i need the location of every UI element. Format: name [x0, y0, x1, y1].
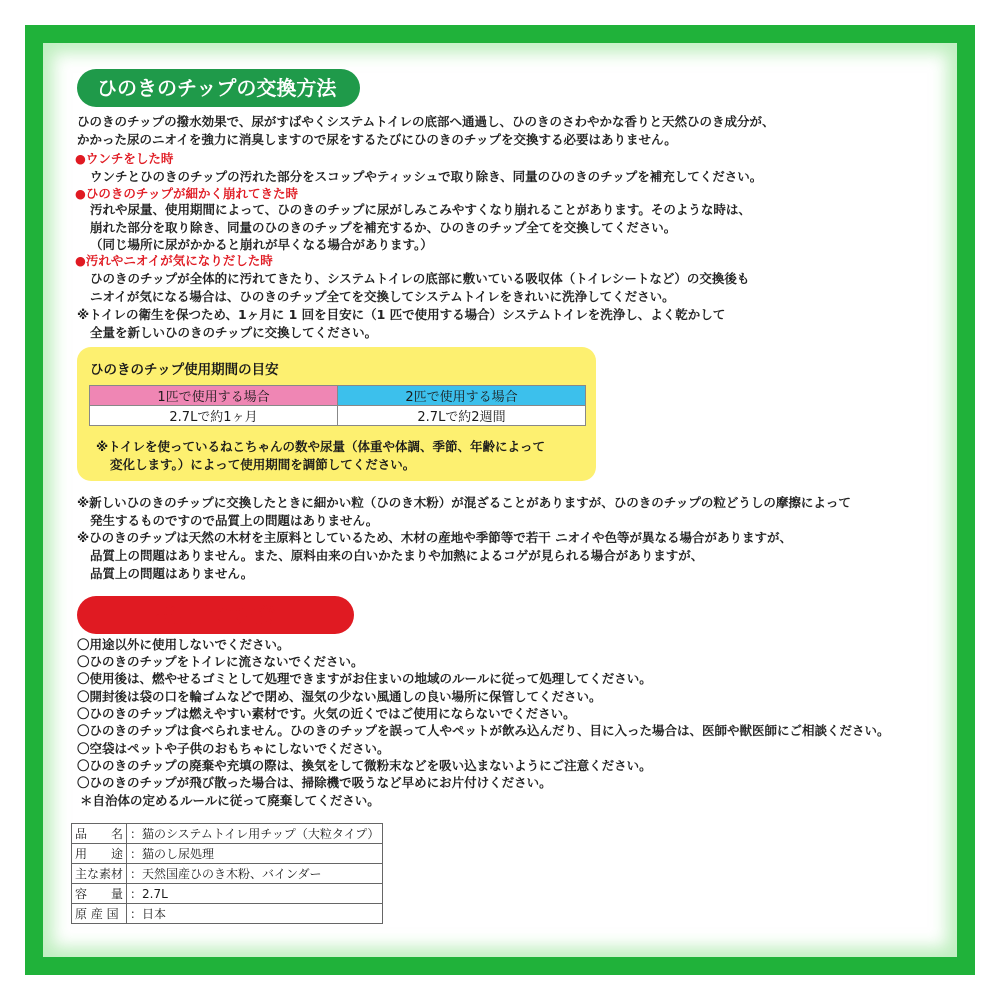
usage-note-line: 変化します。）によって使用期間を調節してください。 — [110, 457, 416, 472]
case-line: ウンチとひのきのチップの汚れた部分をスコップやティッシュで取り除き、同量のひのきのチップを補充してください。 — [90, 169, 763, 184]
spec-value: ：猫のシステムトイレ用チップ（大粒タイプ） — [127, 824, 383, 844]
spec-row — [72, 824, 383, 844]
case-heading-poop: ●ウンチをした時 — [75, 151, 174, 166]
spec-value: ：猫のし尿処理 — [127, 844, 383, 864]
caution-item: 〇ひのきのチップは燃えやすい素材です。火気の近くではご使用にならないでください。 — [77, 706, 576, 721]
spec-value: ：日本 — [127, 904, 383, 924]
usage-header-two-cats: 2匹で使用する場合 — [338, 386, 586, 406]
caution-item: 〇用途以外に使用しないでください。 — [77, 637, 290, 652]
caution-item: 〇ひのきのチップの廃棄や充填の際は、換気をして微粉末などを吸い込まないようにご注意ください。 — [77, 758, 652, 773]
caution-item: 〇ひのきのチップは食べられません。ひのきのチップを誤って人やペットが飲み込んだり、目に入った場合は、医師や獣医師にご相談ください。 — [77, 723, 890, 738]
product-spec-table — [71, 823, 383, 924]
note2-line: ※ひのきのチップは天然の木材を主原料としているため、木材の産地や季節等で若干 ニオイや色等が異なる場合がありますが、 — [77, 530, 793, 545]
section-title-exchange: ひのきのチップの交換方法 — [77, 69, 360, 107]
case-line: 汚れや尿量、使用期間によって、ひのきのチップに尿がしみこみやすくなり崩れることがあります。そのような時は、 — [90, 202, 751, 217]
red-dot-icon: ● — [75, 253, 86, 268]
spec-row — [72, 904, 383, 924]
spec-value: ：2.7L — [127, 884, 383, 904]
case-line: ニオイが気になる場合は、ひのきのチップ全てを交換してシステムトイレをきれいに洗浄してください。 — [90, 289, 675, 304]
case-line: （同じ場所に尿がかかると崩れが早くなる場合があります。） — [90, 237, 433, 252]
usage-note-line: ※トイレを使っているねこちゃんの数や尿量（体重や体調、季節、年齢によって — [96, 439, 546, 454]
note-line: 全量を新しいひのきのチップに交換してください。 — [90, 325, 378, 340]
usage-value-two-cats: 2.7Lで約2週間 — [338, 406, 586, 426]
note2-line: 品質上の問題はありません。 — [90, 566, 254, 581]
caution-footnote: ＊自治体の定めるルールに従って廃棄してください。 — [80, 793, 380, 808]
spec-key: 容 量 — [72, 884, 127, 904]
usage-header-one-cat: 1匹で使用する場合 — [90, 386, 338, 406]
spec-value: ：天然国産ひのき木粉、バインダー — [127, 864, 383, 884]
caution-item: 〇開封後は袋の口を輪ゴムなどで閉め、湿気の少ない風通しの良い場所に保管してください。 — [77, 689, 602, 704]
case-heading-crumble: ●ひのきのチップが細かく崩れてきた時 — [75, 186, 299, 201]
usage-value-one-cat: 2.7Lで約1ヶ月 — [90, 406, 338, 426]
usage-table — [89, 385, 586, 426]
case-line: 崩れた部分を取り除き、同量のひのきのチップを補充するか、ひのきのチップ全てを交換してください。 — [90, 220, 677, 235]
spec-key: 主な素材 — [72, 864, 127, 884]
spec-row — [72, 844, 383, 864]
spec-key: 用 途 — [72, 844, 127, 864]
red-dot-icon: ● — [75, 186, 86, 201]
spec-key: 原 産 国 — [72, 904, 127, 924]
section-title-caution: 使用上の注意 — [77, 596, 354, 634]
caution-item: 〇ひのきのチップをトイレに流さないでください。 — [77, 654, 364, 669]
caution-item: 〇使用後は、燃やせるゴミとして処理できますがお住まいの地域のルールに従って処理してください。 — [77, 671, 652, 686]
usage-box-title: ひのきのチップ使用期間の目安 — [90, 362, 279, 378]
intro-line: かかった尿のニオイを強力に消臭しますので尿をするたびにひのきのチップを交換する必要はありません。 — [77, 132, 677, 147]
red-dot-icon: ● — [75, 151, 86, 166]
intro-line: ひのきのチップの撥水効果で、尿がすばやくシステムトイレの底部へ通過し、ひのきのさわやかな香りと天然ひのき成分が、 — [77, 114, 775, 129]
caution-item: 〇ひのきのチップが飛び散った場合は、掃除機で吸うなど早めにお片付けください。 — [77, 775, 552, 790]
spec-key: 品 名 — [72, 824, 127, 844]
spec-row — [72, 864, 383, 884]
note2-line: ※新しいひのきのチップに交換したときに細かい粒（ひのき木粉）が混ざることがありますが、ひのきのチップの粒どうしの摩擦によって — [77, 495, 851, 510]
note2-line: 品質上の問題はありません。また、原料由来の白いかたまりや加熱によるコゲが見られる場合がありますが、 — [90, 548, 704, 563]
caution-item: 〇空袋はペットや子供のおもちゃにしないでください。 — [77, 741, 390, 756]
case-line: ひのきのチップが全体的に汚れてきたり、システムトイレの底部に敷いている吸収体（トイレシートなど）の交換後も — [90, 271, 750, 286]
spec-row — [72, 884, 383, 904]
case-heading-odor: ●汚れやニオイが気になりだした時 — [75, 253, 273, 268]
note-line: ※トイレの衛生を保つため、1ヶ月に 1 回を目安に（1 匹で使用する場合）システムトイレを洗浄し、よく乾かして — [77, 307, 726, 322]
note2-line: 発生するものですので品質上の問題はありません。 — [90, 513, 379, 528]
